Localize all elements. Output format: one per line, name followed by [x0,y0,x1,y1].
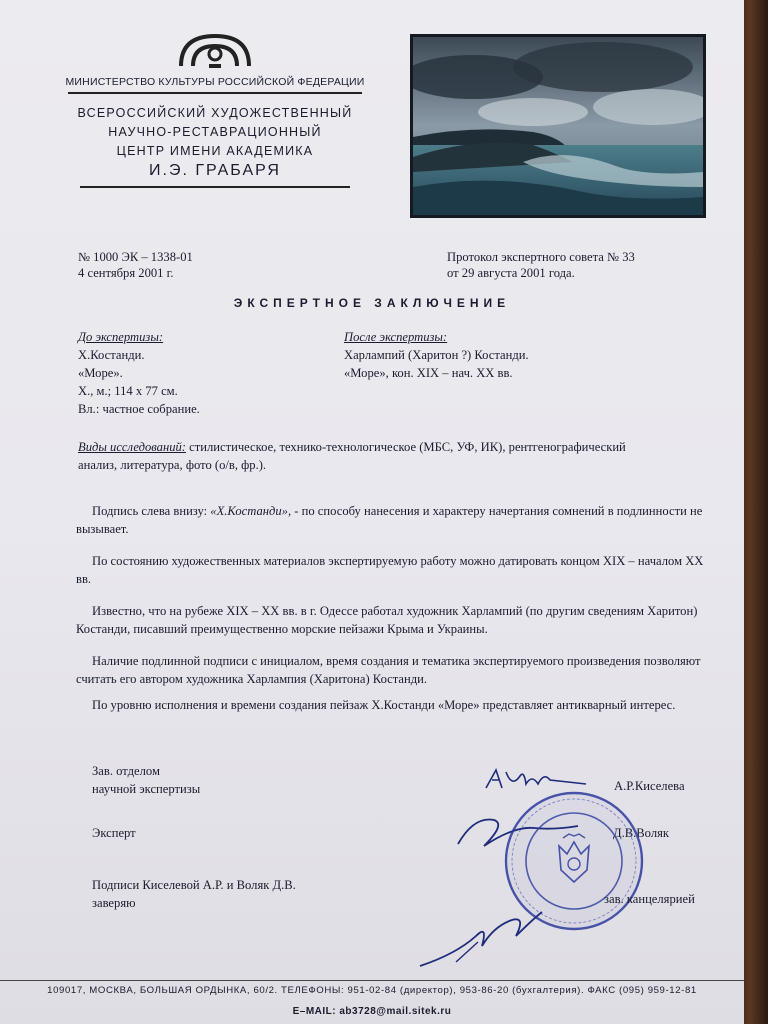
footer-rule [0,980,744,981]
head-name: А.Р.Киселева [614,779,685,793]
protocol-number: Протокол экспертного совета № 33 [447,250,635,264]
research-label: Виды исследований: [78,440,186,454]
after-section [344,328,529,382]
expert-name: Д.В.Воляк [613,826,670,840]
institution-logo [175,30,255,70]
before-line: Х., м.; 114 х 77 см. [78,384,178,398]
header-rule [80,186,350,188]
before-line: Вл.: частное собрание. [78,402,200,416]
before-line: Х.Костанди. [78,348,145,362]
research-text: анализ, литература, фото (о/в, фр.). [78,458,267,472]
office-signatory: зав. канцелярией [604,892,695,906]
before-section [78,328,200,418]
head-title: Зав. отделом научной экспертизы [92,764,201,796]
header-rule [68,92,362,94]
research-types [78,438,718,474]
signature-quote: «Х.Костанди» [210,504,288,518]
document-number: № 1000 ЭК – 1338-01 [78,250,193,264]
center-line: И.Э. ГРАБАРЯ [149,162,281,179]
paragraph-conclusion: По уровню исполнения и времени создания пейзаж Х.Костанди «Море» представляет антикварный интерес. [92,698,676,712]
paragraph-dating: По состоянию художественных материалов экспертируемую работу можно датировать концом XIX – началом XX вв. [76,554,704,586]
center-line: ВСЕРОССИЙСКИЙ ХУДОЖЕСТВЕННЫЙ [77,106,353,120]
expert-label: Эксперт [92,826,136,840]
certification: Подписи Киселевой А.Р. и Воляк Д.В. заверяю [92,878,296,910]
paragraph-history: Известно, что на рубеже XIX – XX вв. в г. Одессе работал художник Харлампий (по другим сведениям Харитон) Костанди, писавший преимущественно морские пейзажи Крыма и Украины. [76,604,698,636]
after-label: После экспертизы: [344,330,448,344]
document-date: 4 сентября 2001 г. [78,266,174,280]
ministry-name: МИНИСТЕРСТВО КУЛЬТУРЫ РОССИЙСКОЙ ФЕДЕРАЦИИ [65,76,365,88]
institution-header [60,30,370,188]
paragraph-attribution: Наличие подлинной подписи с инициалом, время создания и тематика экспертируемого произведения позволяют считать его автором художника Харлампия (Харитона) Костанди. [76,654,701,686]
after-line: Харлампий (Харитон ?) Костанди. [344,348,529,362]
protocol-date: от 29 августа 2001 года. [447,266,575,280]
paragraph-signature: Подпись слева внизу: «Х.Костанди», - по способу нанесения и характеру начертания сомнений в подлинности не вызывает. [76,504,703,536]
center-name [60,104,370,180]
center-line: НАУЧНО-РЕСТАВРАЦИОННЫЙ [108,125,322,139]
before-line: «Море». [78,366,123,380]
after-line: «Море», кон. XIX – нач. XX вв. [344,366,513,380]
center-line: ЦЕНТР ИМЕНИ АКАДЕМИКА [116,144,314,158]
document-title: ЭКСПЕРТНОЕ ЗАКЛЮЧЕНИЕ [233,296,511,310]
handwritten-signature-office [416,906,546,972]
footer-email: E–MAIL: ab3728@mail.sitek.ru [292,1006,452,1017]
before-label: До экспертизы: [78,330,164,344]
painting-photo [410,34,706,218]
research-text: стилистическое, технико-технологическое (МБС, УФ, ИК), рентгенографический [185,440,626,454]
footer-address: 109017, МОСКВА, БОЛЬШАЯ ОРДЫНКА, 60/2. ТЕЛЕФОНЫ: 951-02-84 (директор), 953-86-20 (бухгалтерия). ФАКС (095) 959-12-81 [47,985,697,996]
